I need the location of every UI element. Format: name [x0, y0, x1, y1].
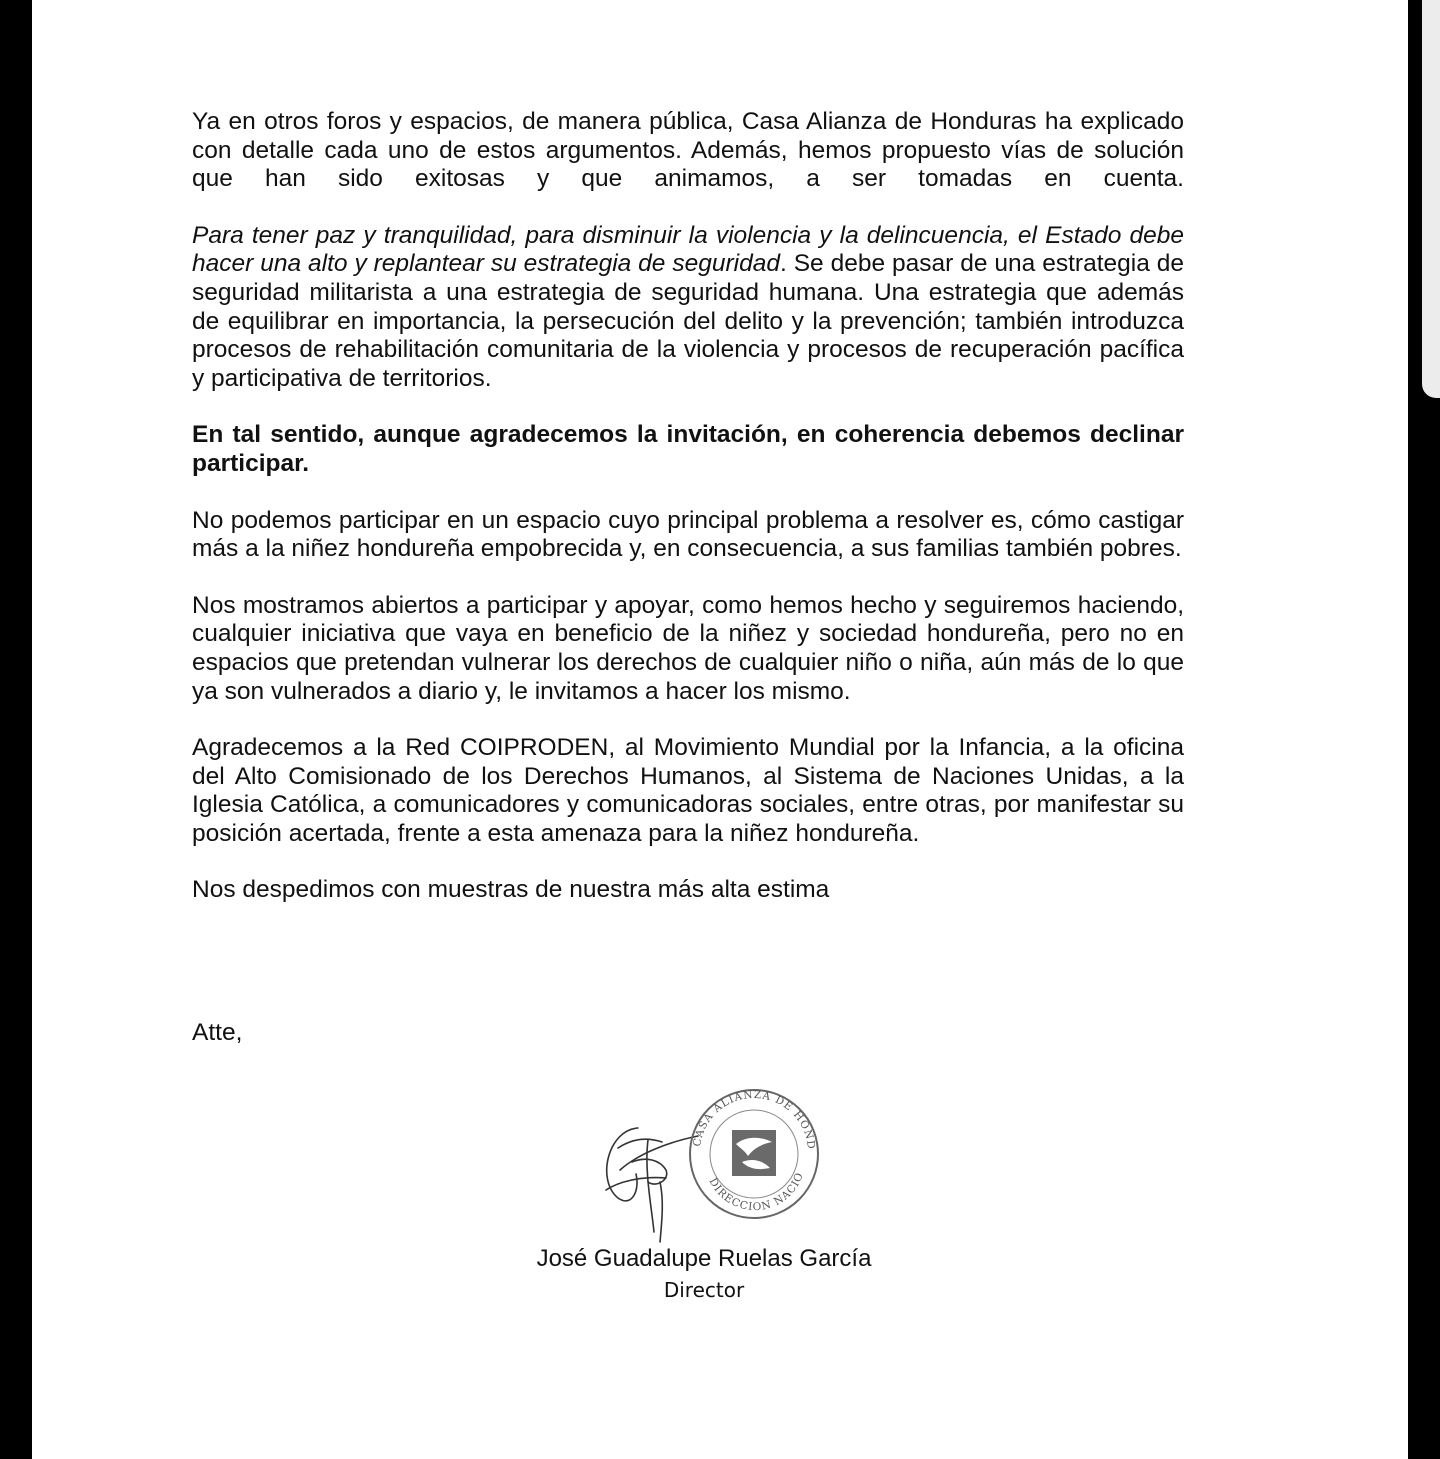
signature-stamp-graphic: [548, 1070, 848, 1250]
paragraph-security-strategy: [192, 222, 1184, 394]
letter-body: [192, 108, 1184, 933]
paragraph-cannot-participate: No podemos participar en un espacio cuyo principal problema a resolver es, cómo castigar más a la niñez hondureña empobrecida y, en consecuencia, a sus familias también pobres.: [192, 506, 1184, 563]
stamp-top-text: CASA ALIANZA DE HOND: [691, 1088, 818, 1151]
official-stamp: [548, 1070, 818, 1218]
paragraph-decline: [192, 421, 1184, 478]
stamp-dove-logo-icon: [732, 1130, 776, 1176]
signature-and-stamp: [548, 1070, 848, 1250]
bold-decline-statement: En tal sentido, aunque agradecemos la invitación, en coherencia debemos declinar participar.: [192, 421, 1184, 477]
scrollbar-thumb[interactable]: [1422, 0, 1440, 398]
handwritten-signature: [606, 1128, 698, 1242]
paragraph-security-strategy-rest: . Se debe pasar de una estrategia de seguridad militarista a una estrategia de seguridad humana. Una estrategia que además de equilibrar en importancia, la persecución del delito y la prevención; también introduzca procesos de rehabilitación comunitaria de la violencia y procesos de recuperación pacífica y participativa de territorios.: [192, 250, 1185, 392]
signer-name: José Guadalupe Ruelas García: [536, 1245, 872, 1272]
closing-salutation: Atte,: [192, 1019, 243, 1046]
farewell-line: Nos despedimos con muestras de nuestra más alta estima: [192, 876, 830, 904]
italic-statement: Para tener paz y tranquilidad, para disminuir la violencia y la delincuencia, el Estado debe hacer una alto y replantear su estrategia de seguridad: [192, 221, 1184, 278]
paragraph-open-to-support: Nos mostramos abiertos a participar y apoyar, como hemos hecho y seguiremos haciendo, cualquier iniciativa que vaya en beneficio de la niñez y sociedad hondureña, pero no en espacios que pretendan vulnerar los derechos de cualquier niño o niña, aún más de lo que ya son vulnerados a diario y, le invitamos a hacer los mismo.: [192, 591, 1184, 705]
stamp-bottom-text: DIRECCION NACIO: [706, 1170, 807, 1214]
signer-title: Director: [663, 1278, 745, 1302]
paragraph-arguments: Ya en otros foros y espacios, de manera pública, Casa Alianza de Honduras ha explicado con detalle cada uno de estos argumentos. Además, hemos propuesto vías de solución que han sido exitosas y que animamos, a ser tomadas en cuenta.: [192, 108, 1184, 193]
paragraph-acknowledgements: Agradecemos a la Red COIPRODEN, al Movimiento Mundial por la Infancia, a la oficina del Alto Comisionado de los Derechos Humanos, al Sistema de Naciones Unidas, a la Iglesia Católica, a comunicadores y comunicadoras sociales, entre otras, por manifestar su posición acertada, frente a esta amenaza para la niñez hondureña.: [192, 734, 1184, 847]
